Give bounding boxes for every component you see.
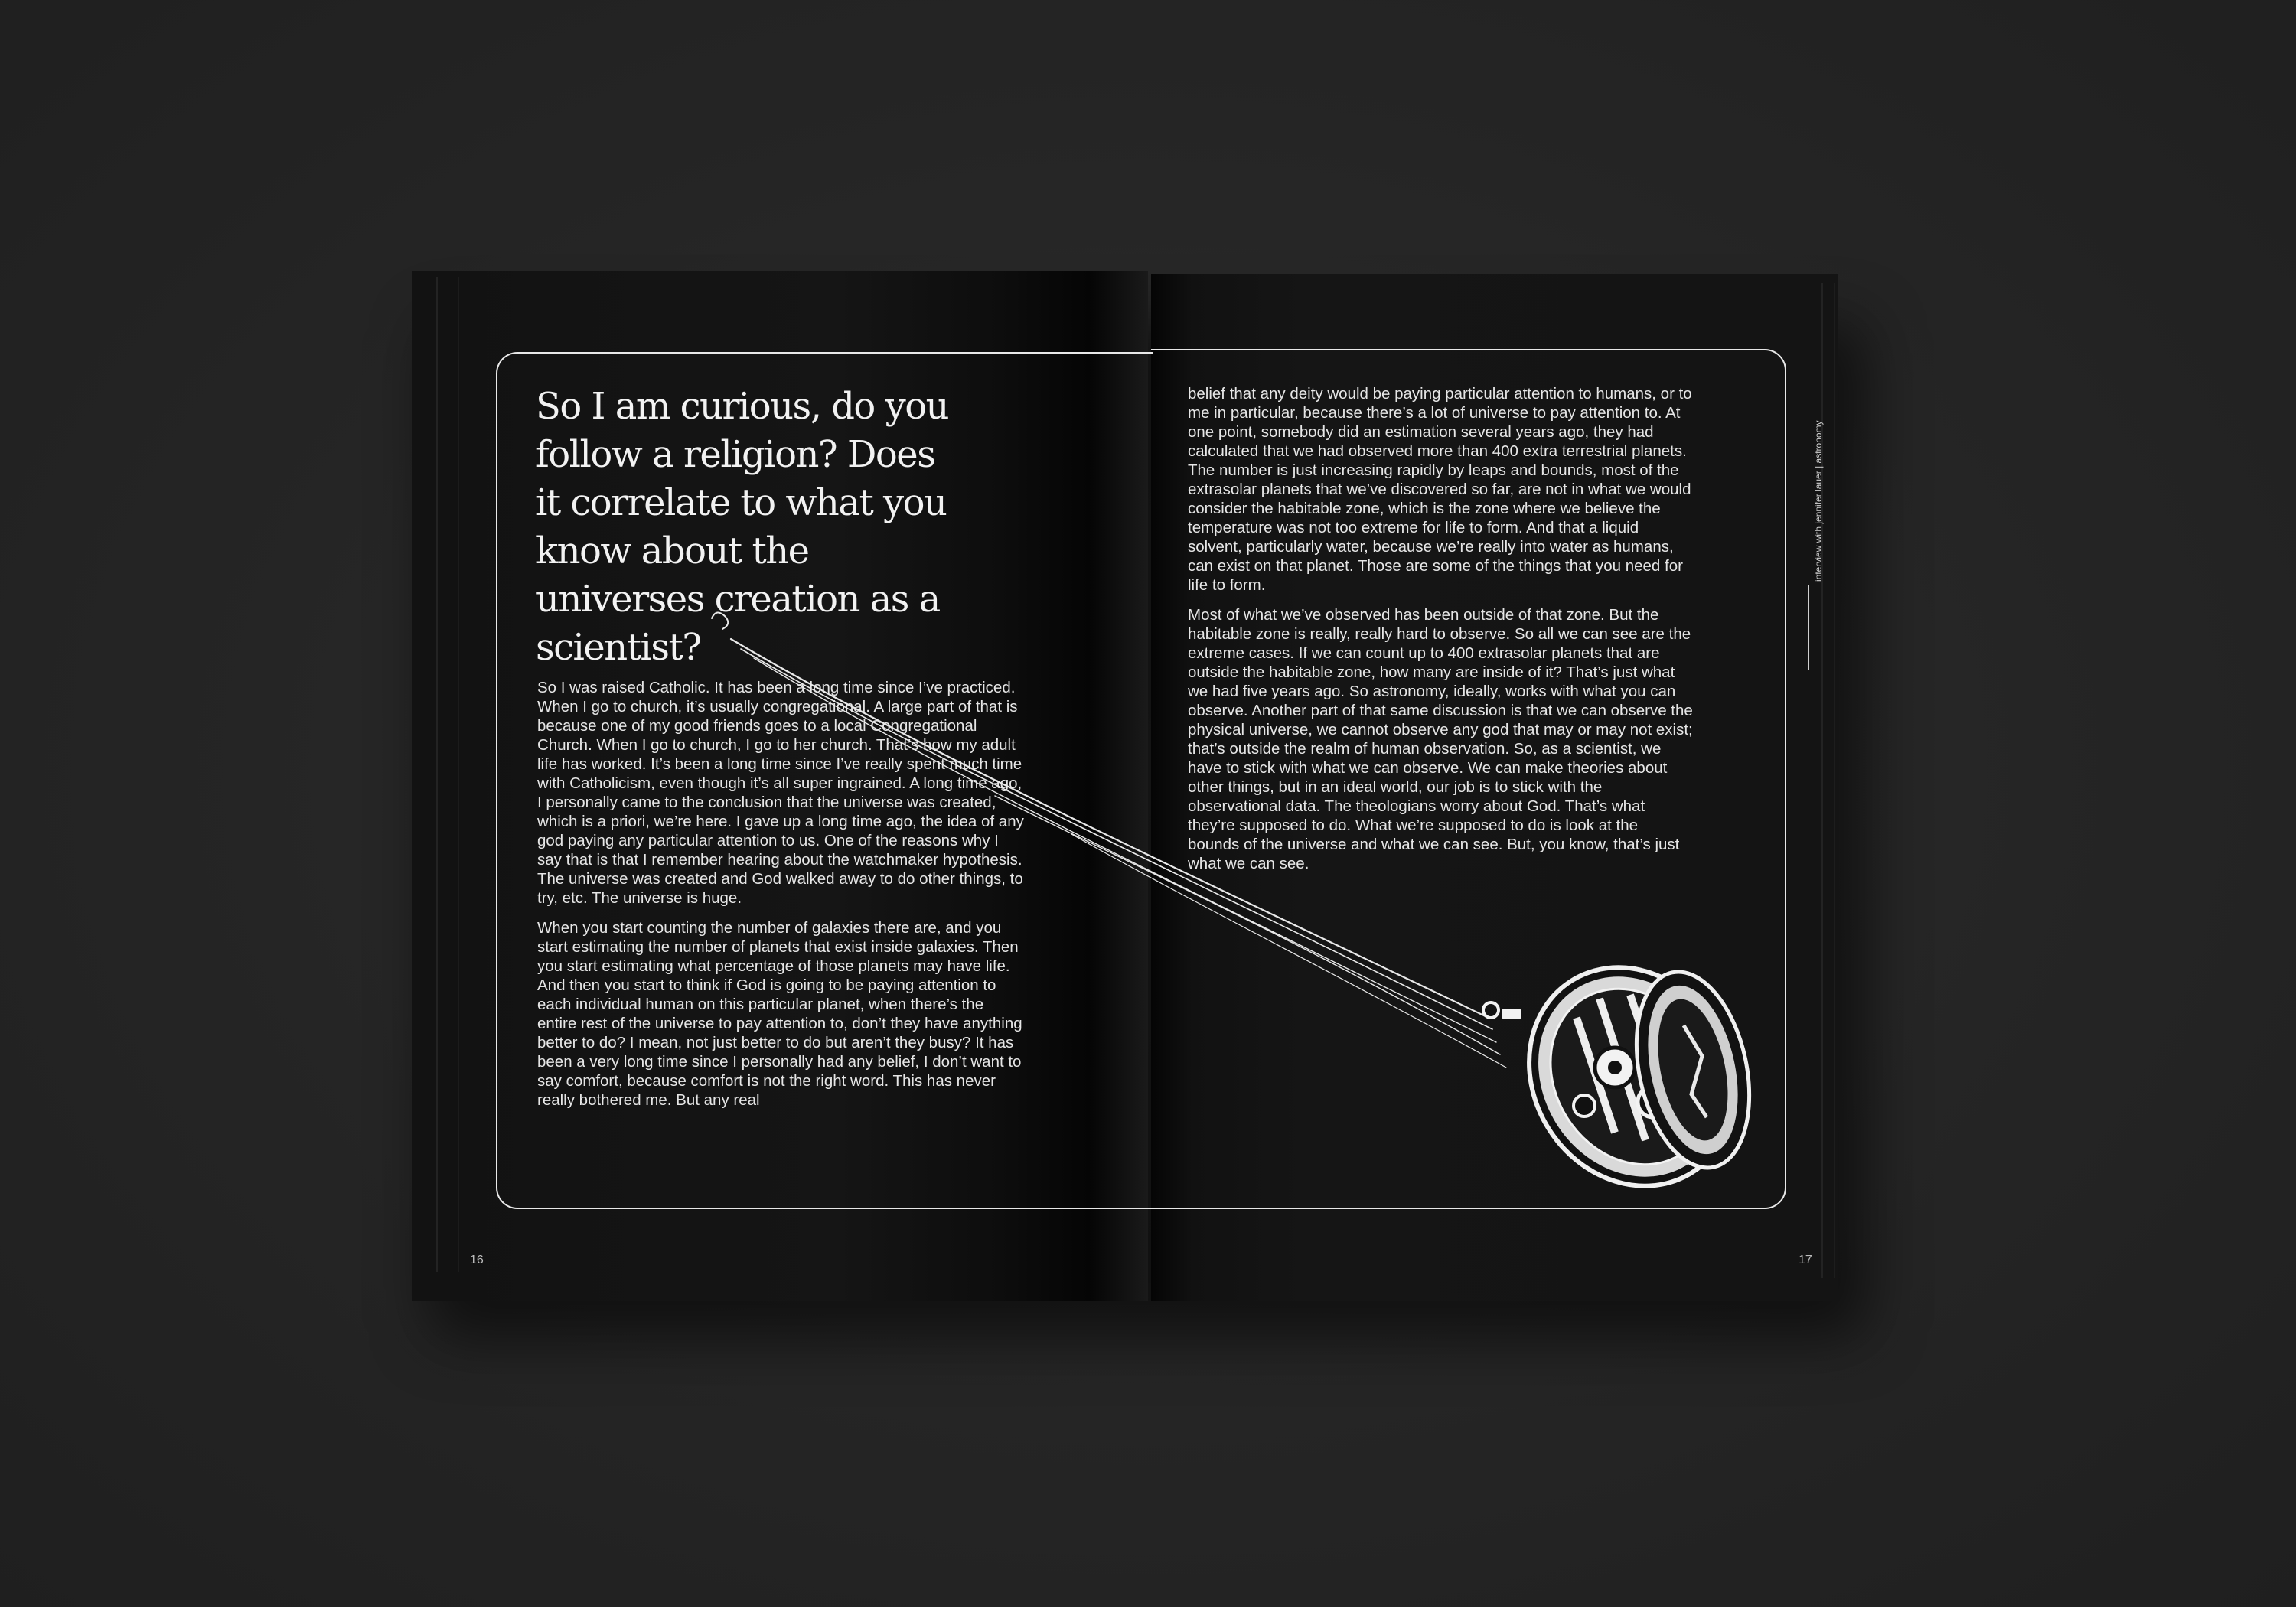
left-paragraph-2: When you start counting the number of galaxies there are, and you start estimating the number of planets that exist inside galaxies. Then you start estimating what percentage of those planets may have life. And then you start to think if God is going to be paying attention to each individual human on this particular planet, when there’s the entire rest of the universe to pay attention to, don’t they have anything better to do? I mean, not just better to do but aren’t they busy? It has been a very long time since I personally had any belief, I don’t want to say comfort, because comfort is not the right word. This has never really bothered me. But any real — [537, 919, 1022, 1109]
left-paragraph-1: So I was raised Catholic. It has been a long time since I’ve practiced. When I go to church, it’s usually congregational. A large part of that is because one of my good friends goes to a local Congregational Church. When I go to church, I go to her church. That’s how my adult life has worked. It’s been a long time since I’ve really spent much time with Catholicism, even though it’s all super ingrained. A long time ago, I personally came to the conclusion that the universe was created, which is a priori, we’re here. I gave up a long time ago, the idea of any god paying any particular attention to us. One of the reasons why I say that is that I remember hearing about the watchmaker hypothesis. The universe was created and God walked away to do other things, to try, etc. The universe is huge. — [537, 679, 1024, 907]
running-head-text: interview with jennifer lauer | astronomy — [1813, 420, 1824, 582]
running-head-rule — [1808, 585, 1809, 670]
right-paragraph-1: belief that any deity would be paying particular attention to humans, or to me in particular, because there’s a lot of universe to pay attention to. At one point, somebody did an estimation several years ago, they had calculated that we had observed more than 400 extra terrestrial planets. The number is just increasing rapidly by leaps and bounds, most of the extrasolar planets that we’ve discovered so far, are not in what we would consider the habitable zone, which is the zone where we believe the temperature was not too extreme for life to form. And that a liquid solvent, particularly water, because we’re really into water as humans, can exist on that planet. Those are some of the things that you need for life to form. — [1188, 385, 1692, 594]
left-page-edges — [436, 277, 459, 1272]
right-page-body — [1188, 384, 1693, 884]
page-number-right: 17 — [1799, 1253, 1812, 1266]
left-page-body — [537, 678, 1027, 1120]
right-paragraph-2: Most of what we’ve observed has been outside of that zone. But the habitable zone is really, really hard to observe. So all we can see are the extreme cases. If we can count up to 400 extrasolar planets that are outside the habitable zone, how many are inside of it? That’s just what we had five years ago. So astronomy, ideally, works with what you can observe. Another part of that same discussion is that we can observe the physical universe, we cannot observe any god that may or may not exist; that’s outside the realm of human observation. So, as a scientist, we have to stick with what we can observe. We can make theories about other things, but in an ideal world, our job is to stick with the observational data. The theologians worry about God. That’s what they’re supposed to do. What we’re supposed to do is look at the bounds of the universe and what we can see. But, you know, that’s just what we can see. — [1188, 606, 1693, 872]
running-head — [1802, 390, 1824, 666]
interview-question-heading: So I am curious, do you follow a religion? Does it correlate to what you know about the universes creation as a scientist? — [536, 385, 949, 669]
page-number-left: 16 — [470, 1253, 484, 1266]
